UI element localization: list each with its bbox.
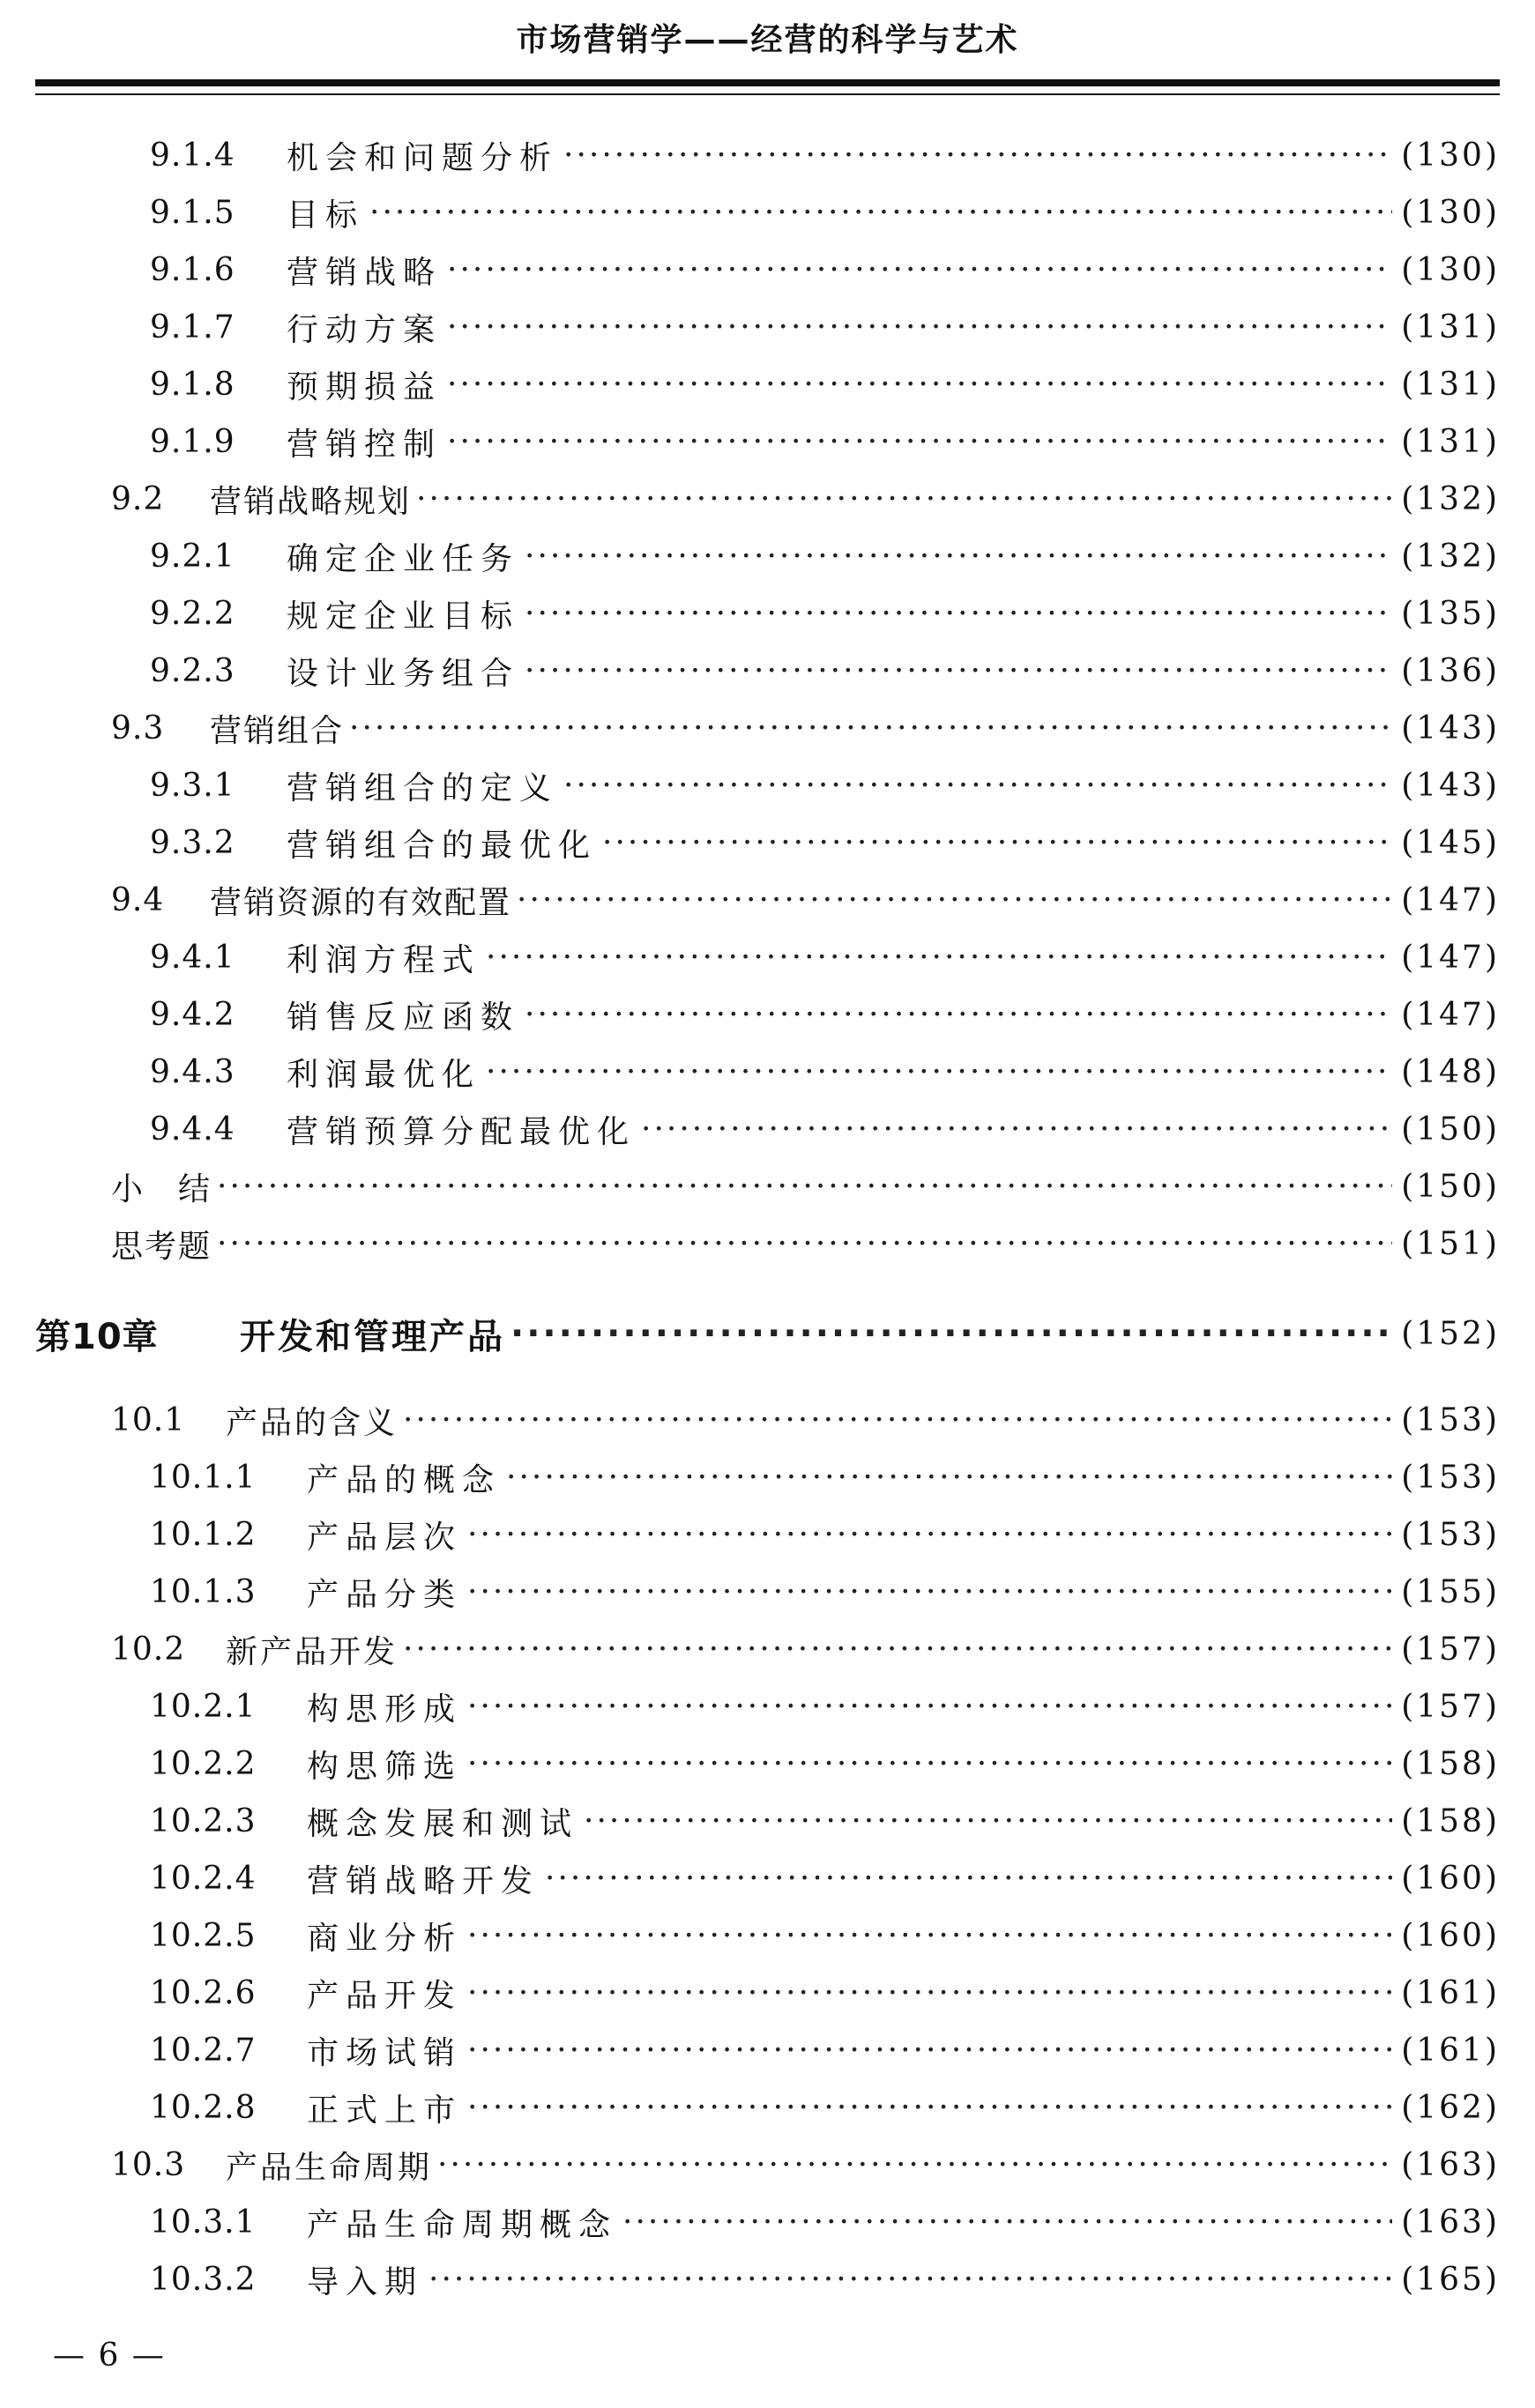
section-page: (147) xyxy=(1401,881,1500,918)
entry-number: 9.4.1 xyxy=(150,939,235,976)
dot-leader xyxy=(486,1054,1392,1090)
dot-leader xyxy=(403,1402,1392,1438)
entry-title: 产品的概念 xyxy=(307,1461,502,1498)
dot-leader xyxy=(467,2090,1392,2126)
entry-page: (143) xyxy=(1401,767,1500,804)
entry-page: (147) xyxy=(1401,939,1500,976)
dot-leader xyxy=(510,1313,1392,1354)
dot-leader xyxy=(525,596,1392,632)
entry-number: 9.1.5 xyxy=(150,194,235,231)
toc-entry xyxy=(150,531,1500,581)
section-page: (143) xyxy=(1401,710,1500,747)
header-rule-thin xyxy=(35,93,1500,95)
entry-number: 10.2.5 xyxy=(150,1917,257,1954)
toc-entry xyxy=(150,589,1500,638)
entry-number: 9.2.2 xyxy=(150,595,235,632)
dot-leader xyxy=(525,997,1392,1033)
dot-leader xyxy=(467,1918,1392,1954)
dot-leader xyxy=(349,710,1392,747)
summary-title: 小 结 xyxy=(111,1171,212,1208)
chapter-page: (152) xyxy=(1401,1315,1500,1352)
dot-leader xyxy=(217,1226,1392,1262)
entry-title: 构思形成 xyxy=(307,1691,463,1728)
dot-leader xyxy=(584,1803,1392,1839)
entry-page: (160) xyxy=(1401,1917,1500,1954)
entry-number: 9.4.4 xyxy=(150,1111,235,1148)
page-number: — 6 — xyxy=(53,2337,166,2374)
entry-title: 概念发展和测试 xyxy=(307,1805,579,1842)
entry-page: (132) xyxy=(1401,538,1500,575)
entry-page: (155) xyxy=(1401,1573,1500,1610)
questions-page: (151) xyxy=(1401,1225,1500,1262)
entry-number: 9.4.2 xyxy=(150,996,235,1033)
toc-entry xyxy=(150,1104,1500,1154)
entry-page: (147) xyxy=(1401,996,1500,1033)
entry-title: 设计业务组合 xyxy=(287,655,520,692)
entry-page: (161) xyxy=(1401,2032,1500,2069)
dot-leader xyxy=(447,309,1392,346)
entry-title: 行动方案 xyxy=(287,311,443,348)
section-title: 产品的含义 xyxy=(226,1404,399,1441)
dot-leader xyxy=(467,1689,1392,1725)
entry-title: 营销组合的定义 xyxy=(287,769,559,806)
toc-entry xyxy=(150,646,1500,695)
toc-entry xyxy=(150,1968,1500,2018)
entry-number: 9.1.6 xyxy=(150,251,235,288)
entry-title: 产品开发 xyxy=(307,1977,463,2014)
toc-section xyxy=(111,703,1500,753)
entry-number: 10.1.3 xyxy=(150,1573,257,1610)
toc-questions xyxy=(111,1219,1500,1268)
entry-page: (135) xyxy=(1401,595,1500,632)
entry-title: 营销战略 xyxy=(287,254,443,291)
toc-entry xyxy=(150,2197,1500,2247)
entry-title: 确定企业任务 xyxy=(287,540,520,577)
entry-page: (153) xyxy=(1401,1459,1500,1496)
entry-page: (165) xyxy=(1401,2261,1500,2298)
entry-number: 9.4.3 xyxy=(150,1053,235,1090)
questions-title: 思考题 xyxy=(111,1228,212,1265)
toc-section xyxy=(111,875,1500,925)
entry-page: (163) xyxy=(1401,2204,1500,2241)
toc-entry xyxy=(150,1854,1500,1903)
dot-leader xyxy=(602,825,1392,861)
dot-leader xyxy=(437,2147,1392,2183)
entry-page: (162) xyxy=(1401,2089,1500,2126)
toc-entry xyxy=(150,1682,1500,1731)
toc-chapter xyxy=(35,1307,1500,1360)
dot-leader xyxy=(563,137,1392,174)
toc-entry xyxy=(150,2025,1500,2075)
entry-page: (130) xyxy=(1401,137,1500,174)
entry-page: (130) xyxy=(1401,251,1500,288)
entry-page: (158) xyxy=(1401,1802,1500,1839)
entry-number: 10.1.1 xyxy=(150,1459,257,1496)
running-header: 市场营销学——经营的科学与艺术 xyxy=(516,22,1019,58)
entry-number: 10.2.2 xyxy=(150,1745,257,1782)
dot-leader xyxy=(467,1975,1392,2011)
entry-title: 规定企业目标 xyxy=(287,598,520,635)
section-title: 营销组合 xyxy=(210,712,345,749)
entry-number: 10.2.8 xyxy=(150,2089,257,2126)
entry-number: 9.1.4 xyxy=(150,137,235,174)
entry-page: (160) xyxy=(1401,1860,1500,1897)
entry-number: 10.1.2 xyxy=(150,1516,257,1553)
toc-entry xyxy=(150,933,1500,982)
toc-entry xyxy=(150,1739,1500,1788)
toc-entry xyxy=(150,761,1500,810)
dot-leader xyxy=(525,539,1392,575)
entry-number: 9.1.7 xyxy=(150,308,235,346)
toc-entry xyxy=(150,818,1500,867)
dot-leader xyxy=(622,2204,1392,2241)
entry-title: 营销预算分配最优化 xyxy=(287,1113,637,1150)
section-number: 9.2 xyxy=(111,480,165,517)
dot-leader xyxy=(641,1111,1392,1148)
entry-title: 销售反应函数 xyxy=(287,999,520,1036)
toc-entry xyxy=(150,990,1500,1039)
dot-leader xyxy=(428,2262,1392,2298)
dot-leader xyxy=(467,1746,1392,1782)
entry-title: 利润方程式 xyxy=(287,941,481,978)
summary-page: (150) xyxy=(1401,1168,1500,1205)
entry-title: 营销组合的最优化 xyxy=(287,827,598,864)
entry-page: (136) xyxy=(1401,652,1500,689)
entry-title: 机会和问题分析 xyxy=(287,139,559,176)
toc-entry xyxy=(150,2255,1500,2304)
entry-page: (131) xyxy=(1401,366,1500,403)
toc-entry xyxy=(150,360,1500,409)
entry-title: 目标 xyxy=(287,197,365,234)
toc-section xyxy=(111,1395,1500,1445)
entry-page: (157) xyxy=(1401,1688,1500,1725)
entry-number: 9.2.1 xyxy=(150,538,235,575)
toc-section xyxy=(111,1624,1500,1674)
entry-number: 9.3.1 xyxy=(150,767,235,804)
dot-leader xyxy=(217,1169,1392,1205)
entry-title: 预期损益 xyxy=(287,368,443,405)
dot-leader xyxy=(447,424,1392,460)
entry-number: 9.2.3 xyxy=(150,652,235,689)
section-page: (157) xyxy=(1401,1631,1500,1668)
section-number: 9.4 xyxy=(111,881,165,918)
toc-section xyxy=(111,474,1500,524)
entry-page: (145) xyxy=(1401,824,1500,861)
dot-leader xyxy=(517,882,1392,918)
entry-title: 商业分析 xyxy=(307,1920,463,1957)
toc-entry xyxy=(150,130,1500,180)
entry-page: (131) xyxy=(1401,423,1500,460)
entry-title: 营销战略开发 xyxy=(307,1862,540,1899)
dot-leader xyxy=(467,1574,1392,1610)
section-number: 10.2 xyxy=(111,1631,186,1668)
entry-title: 正式上市 xyxy=(307,2092,463,2129)
entry-page: (161) xyxy=(1401,1974,1500,2011)
section-number: 10.3 xyxy=(111,2146,186,2183)
entry-page: (153) xyxy=(1401,1516,1500,1553)
dot-leader xyxy=(447,252,1392,288)
toc-section xyxy=(111,2140,1500,2189)
toc-entry xyxy=(150,1453,1500,1502)
entry-number: 10.3.1 xyxy=(150,2204,257,2241)
section-page: (132) xyxy=(1401,480,1500,517)
entry-number: 10.2.7 xyxy=(150,2032,257,2069)
dot-leader xyxy=(525,653,1392,689)
toc-entry xyxy=(150,1911,1500,1960)
dot-leader xyxy=(369,195,1392,231)
entry-title: 构思筛选 xyxy=(307,1748,463,1785)
dot-leader xyxy=(467,2033,1392,2069)
entry-number: 10.2.4 xyxy=(150,1860,257,1897)
entry-number: 9.1.8 xyxy=(150,366,235,403)
dot-leader xyxy=(416,481,1392,517)
section-title: 营销战略规划 xyxy=(210,483,412,520)
section-title: 新产品开发 xyxy=(226,1633,399,1670)
toc-entry xyxy=(150,417,1500,466)
toc-entry xyxy=(150,2083,1500,2132)
header-rule-thick xyxy=(35,79,1500,86)
section-title: 营销资源的有效配置 xyxy=(210,884,512,921)
entry-number: 10.2.6 xyxy=(150,1974,257,2011)
section-number: 10.1 xyxy=(111,1401,186,1438)
dot-leader xyxy=(467,1517,1392,1553)
entry-page: (148) xyxy=(1401,1053,1500,1090)
entry-title: 利润最优化 xyxy=(287,1056,481,1093)
entry-title: 产品层次 xyxy=(307,1519,463,1556)
toc-entry xyxy=(150,1510,1500,1559)
toc-summary xyxy=(111,1162,1500,1211)
dot-leader xyxy=(403,1631,1392,1668)
entry-number: 9.1.9 xyxy=(150,423,235,460)
entry-number: 9.3.2 xyxy=(150,824,235,861)
section-page: (153) xyxy=(1401,1401,1500,1438)
chapter-number: 第10章 xyxy=(35,1316,159,1357)
toc-entry xyxy=(150,1047,1500,1096)
dot-leader xyxy=(545,1861,1392,1897)
dot-leader xyxy=(447,367,1392,403)
entry-title: 产品生命周期概念 xyxy=(307,2206,618,2243)
toc-entry xyxy=(150,1567,1500,1616)
dot-leader xyxy=(506,1460,1392,1496)
entry-title: 市场试销 xyxy=(307,2034,463,2071)
entry-number: 10.2.3 xyxy=(150,1802,257,1839)
toc-entry xyxy=(150,245,1500,294)
section-page: (163) xyxy=(1401,2146,1500,2183)
entry-title: 导入期 xyxy=(307,2263,424,2300)
entry-page: (158) xyxy=(1401,1745,1500,1782)
section-title: 产品生命周期 xyxy=(226,2149,433,2186)
entry-page: (150) xyxy=(1401,1111,1500,1148)
dot-leader xyxy=(563,768,1392,804)
section-number: 9.3 xyxy=(111,710,165,747)
toc-entry xyxy=(150,302,1500,352)
toc-entry xyxy=(150,1796,1500,1846)
entry-number: 10.3.2 xyxy=(150,2261,257,2298)
entry-title: 产品分类 xyxy=(307,1576,463,1613)
entry-number: 10.2.1 xyxy=(150,1688,257,1725)
toc-entry xyxy=(150,188,1500,237)
entry-page: (130) xyxy=(1401,194,1500,231)
dot-leader xyxy=(486,940,1392,976)
entry-page: (131) xyxy=(1401,308,1500,346)
chapter-title: 开发和管理产品 xyxy=(240,1316,505,1357)
entry-title: 营销控制 xyxy=(287,426,443,463)
